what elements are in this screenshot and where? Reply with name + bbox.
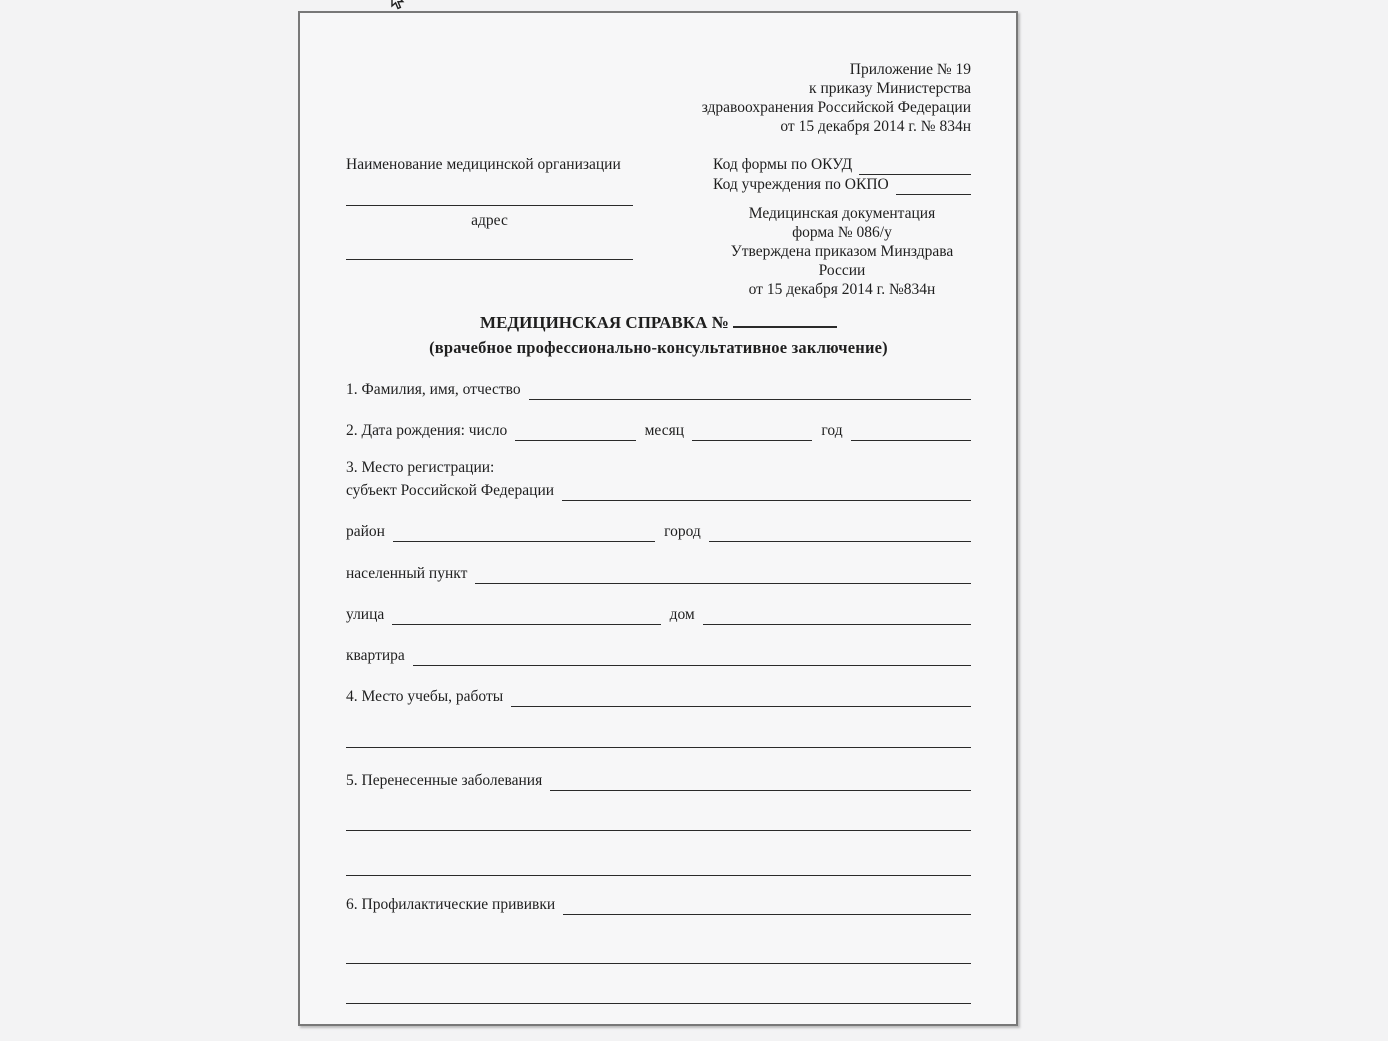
diseases-input[interactable] — [550, 770, 971, 791]
field-row-vaccinations-extra1 — [346, 943, 971, 964]
field-row-vaccinations — [346, 894, 971, 915]
birth-month-input[interactable] — [692, 420, 812, 441]
form-subtitle: (врачебное профессионально-консультативное заключение) — [429, 338, 888, 357]
vaccinations-input[interactable] — [563, 894, 971, 915]
city-label: город — [664, 523, 701, 540]
house-label: дом — [669, 606, 695, 623]
birth-year-input[interactable] — [851, 420, 971, 441]
doc-info-line: Медицинская документация — [748, 205, 936, 222]
vaccinations-label: 6. Профилактические прививки — [346, 896, 556, 913]
registration-label: 3. Место регистрации: — [346, 459, 495, 476]
doc-info-line: Утверждена приказом Минздрава России — [730, 243, 954, 279]
street-label: улица — [346, 606, 385, 623]
organization-name-label: Наименование медицинской организации — [346, 156, 621, 173]
field-row-fio — [346, 379, 971, 400]
organization-address-label: адрес — [471, 212, 508, 229]
street-input[interactable] — [392, 604, 660, 625]
diseases-label: 5. Перенесенные заболевания — [346, 772, 543, 789]
field-row-diseases-extra2 — [346, 855, 971, 876]
city-input[interactable] — [709, 521, 971, 542]
field-row-diseases-extra1 — [346, 810, 971, 831]
form-title — [346, 311, 971, 335]
okud-row — [713, 155, 971, 175]
study-work-input-line2[interactable] — [346, 727, 971, 748]
subject-label: субъект Российской Федерации — [346, 482, 555, 499]
organization-name-input[interactable] — [346, 175, 633, 206]
vaccinations-input-line3[interactable] — [346, 983, 971, 1004]
apartment-input[interactable] — [413, 645, 971, 666]
field-row-diseases — [346, 770, 971, 791]
appendix-line: от 15 декабря 2014 г. № 834н — [780, 118, 971, 135]
field-row-subject — [346, 480, 971, 501]
form-fields — [346, 379, 971, 1004]
field-row-study-work — [346, 686, 971, 707]
field-row-settlement — [346, 563, 971, 584]
okud-input[interactable] — [859, 156, 971, 175]
certificate-number-input[interactable] — [733, 326, 837, 328]
field-row-vaccinations-extra2 — [346, 983, 971, 1004]
form-header — [346, 155, 971, 299]
mouse-cursor-icon — [387, 0, 407, 13]
diseases-input-line2[interactable] — [346, 810, 971, 831]
birth-day-label: 2. Дата рождения: число — [346, 422, 508, 439]
appendix-line: Приложение № 19 — [849, 61, 971, 78]
field-row-registration — [346, 457, 971, 478]
diseases-input-line3[interactable] — [346, 855, 971, 876]
okud-label: Код формы по ОКУД — [713, 156, 853, 173]
field-row-street-house — [346, 604, 971, 625]
codes-block — [713, 155, 971, 299]
appendix-line: здравоохранения Российской Федерации — [701, 99, 971, 116]
field-row-study-work-extra — [346, 727, 971, 748]
field-row-apartment — [346, 645, 971, 666]
subject-input[interactable] — [562, 480, 971, 501]
birth-month-label: месяц — [644, 422, 685, 439]
birth-year-label: год — [821, 422, 843, 439]
birth-day-input[interactable] — [515, 420, 635, 441]
okpo-input[interactable] — [896, 176, 971, 195]
okpo-label: Код учреждения по ОКПО — [713, 176, 889, 193]
doc-info-line: от 15 декабря 2014 г. №834н — [748, 281, 936, 298]
district-label: район — [346, 523, 385, 540]
appendix-block — [346, 60, 971, 136]
doc-info-line: форма № 086/у — [792, 224, 892, 241]
settlement-label: населенный пункт — [346, 565, 468, 582]
study-work-input[interactable] — [511, 686, 971, 707]
house-input[interactable] — [703, 604, 971, 625]
organization-address-input[interactable] — [346, 231, 633, 260]
organization-block — [346, 155, 633, 299]
okpo-row — [713, 175, 971, 195]
form-title-text: МЕДИЦИНСКАЯ СПРАВКА № — [480, 313, 729, 332]
vaccinations-input-line2[interactable] — [346, 943, 971, 964]
settlement-input[interactable] — [475, 563, 971, 584]
apartment-label: квартира — [346, 647, 405, 664]
field-row-district-city — [346, 521, 971, 542]
field-row-birthdate — [346, 420, 971, 441]
doc-info-block — [713, 204, 971, 299]
appendix-line: к приказу Министерства — [809, 80, 971, 97]
district-input[interactable] — [393, 521, 655, 542]
study-work-label: 4. Место учебы, работы — [346, 688, 504, 705]
fio-input[interactable] — [529, 379, 971, 400]
form-page — [298, 11, 1018, 1026]
fio-label: 1. Фамилия, имя, отчество — [346, 381, 521, 398]
